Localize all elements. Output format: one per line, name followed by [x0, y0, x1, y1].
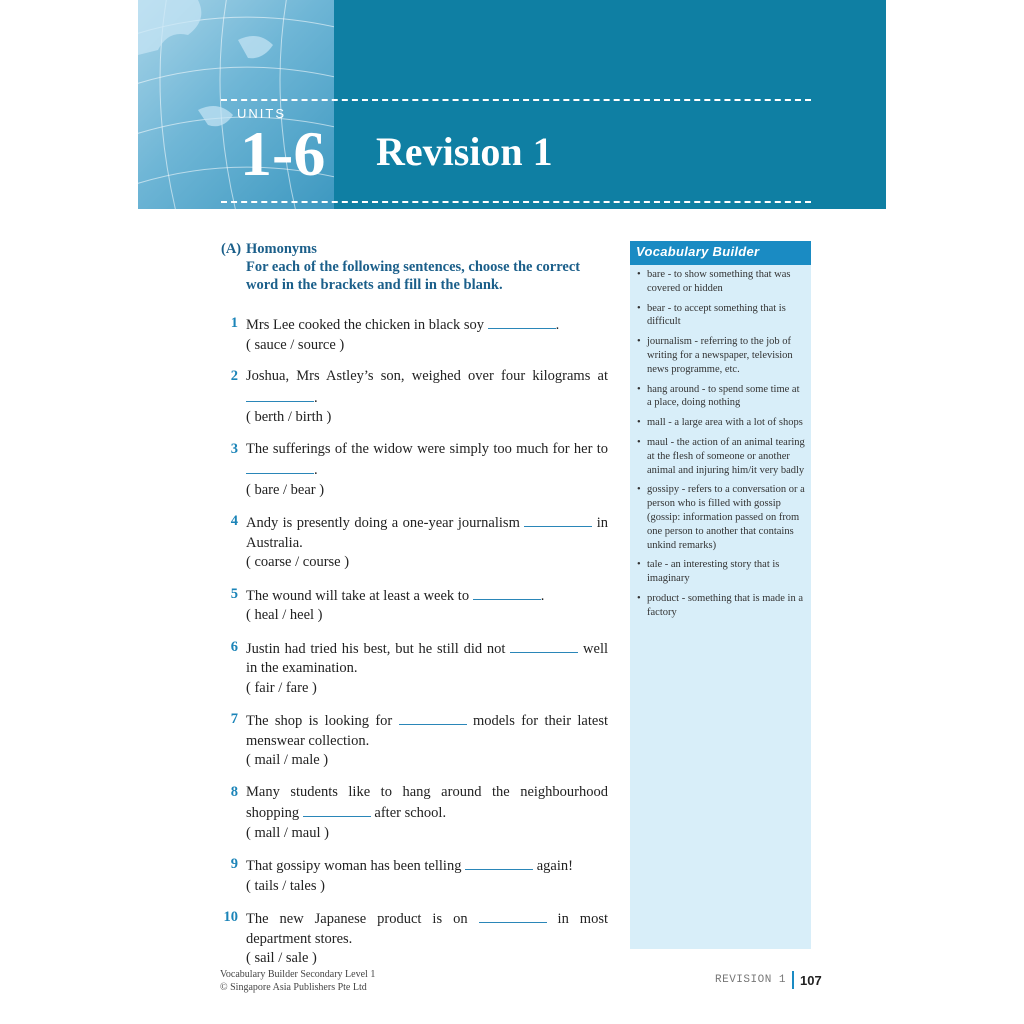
section-letter: (A): [221, 241, 242, 257]
footer-divider: [792, 971, 794, 989]
vocabulary-entry: • hang around - to spend some time at a place, doing nothing: [637, 383, 805, 411]
answer-blank[interactable]: [473, 585, 541, 600]
footer-section-label: REVISION 1: [715, 974, 787, 986]
question-text-end: in most department stores.: [246, 911, 609, 947]
page-title: Revision 1: [376, 129, 553, 174]
section-title: Homonyms: [246, 241, 317, 257]
question-options: ( mail / male ): [246, 752, 329, 768]
question-number: 6: [230, 638, 238, 655]
vocabulary-entry: • mall - a large area with a lot of shops: [637, 416, 805, 430]
question-options: ( berth / birth ): [246, 409, 332, 425]
question-options: ( bare / bear ): [246, 481, 325, 498]
question-text: Mrs Lee cooked the chicken in black soy: [246, 317, 484, 333]
question-number: 9: [230, 856, 238, 872]
answer-blank[interactable]: [479, 908, 547, 923]
question-number: 3: [230, 440, 238, 457]
question-item: [218, 908, 608, 969]
vocabulary-entry: • bare - to show something that was covered or hidden: [637, 268, 805, 296]
question-text-end: in Australia.: [246, 515, 609, 551]
question-options: ( sauce / source ): [246, 336, 345, 353]
answer-blank[interactable]: [488, 314, 556, 329]
question-number: 7: [230, 711, 238, 727]
units-label: UNITS: [237, 106, 286, 121]
footer-credits: [220, 968, 375, 994]
question-text-end: again!: [536, 858, 573, 874]
question-text: The shop is looking for: [246, 713, 393, 729]
vocabulary-entry: • gossipy - refers to a conversation or a person who is filled with gossip (gossip: information passed on from one person to another that contains unkind remarks): [637, 483, 805, 552]
question-text: Many students like to hang around the neighbourhood shopping: [246, 783, 608, 821]
answer-blank[interactable]: [465, 855, 533, 870]
question-text: The wound will take at least a week to: [246, 587, 470, 604]
copyright: © Singapore Asia Publishers Pte Ltd: [220, 982, 367, 993]
answer-blank[interactable]: [246, 459, 314, 474]
question-text: The sufferings of the widow were simply too much for her to: [246, 440, 608, 457]
answer-blank[interactable]: [246, 387, 314, 402]
footer-page-info: [715, 971, 822, 989]
question-item: [218, 638, 608, 699]
vocabulary-entry: • maul - the action of an animal tearing at the flesh of someone or another animal and injuring him/it very badly: [637, 436, 805, 477]
vocabulary-entry: • journalism - referring to the job of writing for a newspaper, television news programme, etc.: [637, 335, 805, 376]
section-instruction: For each of the following sentences, choose the correct word in the brackets and fill in the blank.: [246, 259, 581, 293]
vocabulary-entry: • tale - an interesting story that is imaginary: [637, 558, 805, 586]
question-options: ( coarse / course ): [246, 554, 350, 570]
question-number: 8: [230, 783, 238, 800]
question-text-end: .: [540, 587, 545, 604]
question-text-end: well in the examination.: [246, 640, 608, 676]
vocabulary-list: [637, 268, 805, 626]
question-text-end: models for their latest menswear collection.: [246, 713, 609, 749]
question-text: Joshua, Mrs Astley’s son, weighed over four kilograms at: [246, 368, 608, 384]
question-list: [218, 314, 608, 981]
page-number: 107: [800, 972, 822, 988]
vocabulary-entry: • product - something that is made in a factory: [637, 592, 805, 620]
question-number: 1: [230, 315, 238, 331]
question-text-end: .: [314, 389, 318, 406]
question-item: [218, 855, 608, 896]
question-text-end: .: [555, 317, 560, 333]
vocabulary-builder-title: Vocabulary Builder: [636, 244, 760, 259]
question-item: [218, 783, 608, 844]
question-text: Andy is presently doing a one-year journalism: [246, 515, 520, 531]
vocabulary-entry: • bear - to accept something that is difficult: [637, 302, 805, 330]
question-item: [218, 710, 608, 771]
question-text-end: .: [314, 462, 318, 478]
header-banner: [138, 0, 886, 209]
answer-blank[interactable]: [510, 638, 578, 653]
question-options: ( sail / sale ): [246, 950, 317, 966]
bottom-dash-divider: [221, 201, 811, 203]
section-heading: [221, 240, 611, 294]
answer-blank[interactable]: [399, 710, 467, 725]
question-item: [218, 440, 608, 501]
question-text: That gossipy woman has been telling: [246, 858, 462, 874]
question-item: [218, 314, 608, 355]
question-options: ( fair / fare ): [246, 679, 317, 696]
question-number: 5: [230, 585, 238, 602]
question-text-end: after school.: [374, 805, 447, 821]
units-number: 1-6: [240, 118, 326, 189]
question-number: 2: [230, 368, 238, 384]
question-text: The new Japanese product is on: [246, 911, 468, 927]
question-item: [218, 367, 608, 428]
question-options: ( heal / heel ): [246, 607, 323, 623]
question-number: 4: [230, 513, 238, 529]
book-title: Vocabulary Builder Secondary Level 1: [220, 969, 376, 980]
top-dash-divider: [221, 99, 811, 101]
question-item: [218, 585, 608, 626]
answer-blank[interactable]: [303, 802, 371, 817]
question-options: ( mall / maul ): [246, 824, 329, 841]
question-item: [218, 512, 608, 573]
answer-blank[interactable]: [524, 512, 592, 527]
question-options: ( tails / tales ): [246, 877, 325, 894]
question-number: 10: [223, 909, 238, 925]
question-text: Justin had tried his best, but he still did not: [246, 640, 506, 657]
